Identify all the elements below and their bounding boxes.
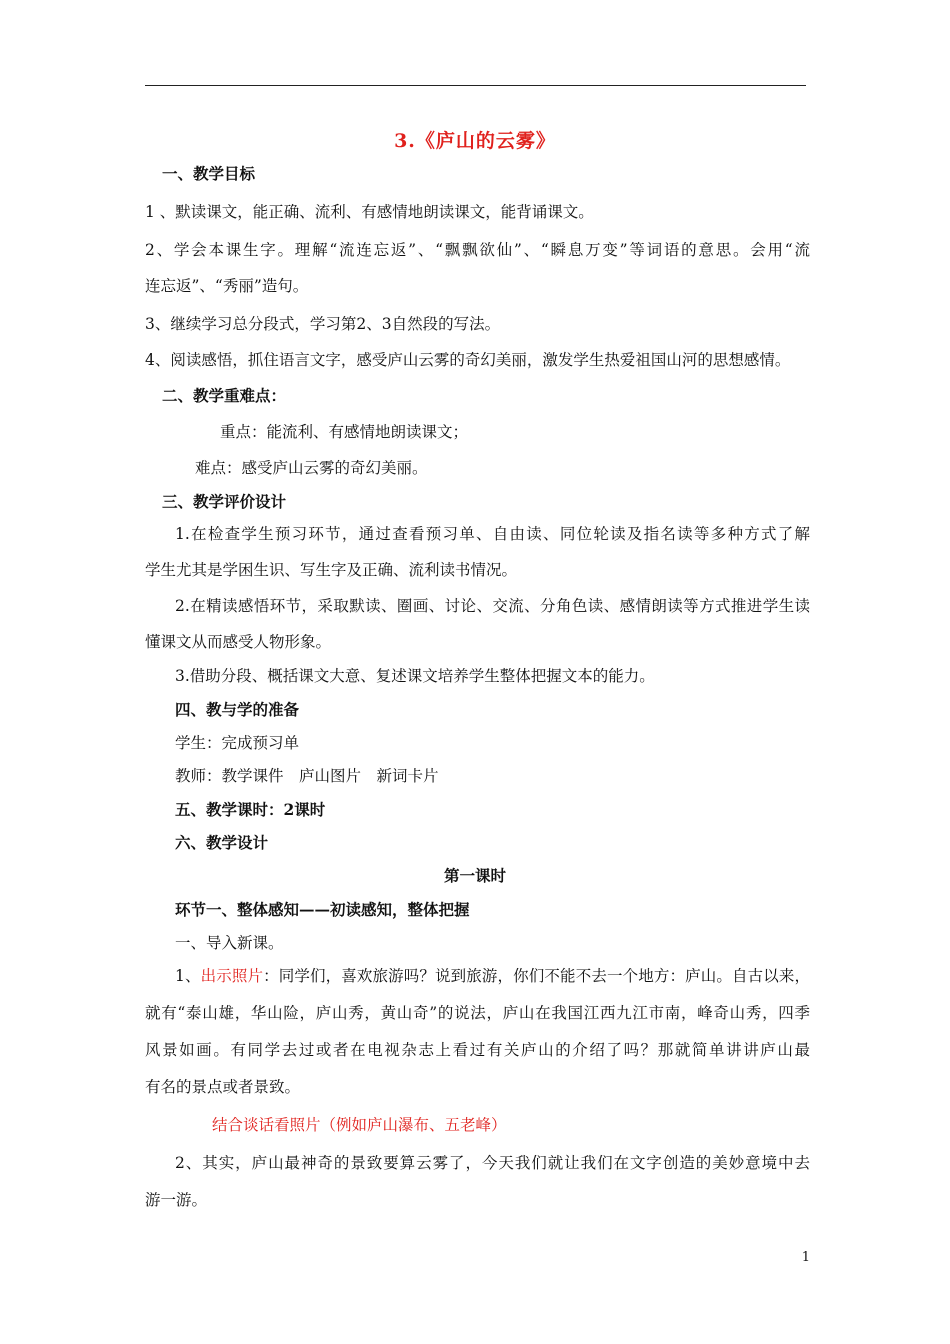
intro-heading: 一、导入新课。 [175,934,284,952]
evaluation-1: 1.在检查学生预习环节，通过查看预习单、自由读、同位轮读及指名读等多种方式了解 [175,525,810,543]
page-number: 1 [801,1250,810,1265]
section-heading-hours: 五、教学课时：2课时 [175,800,326,819]
key-point: 重点：能流利、有感情地朗读课文； [220,423,469,441]
teacher-preparation: 教师：教学课件 庐山图片 新词卡片 [175,767,439,785]
paragraph-1 [175,966,810,986]
paragraph-1-line-4: 有名的景点或者景致。 [145,1078,301,1096]
section-heading-preparation: 四、教与学的准备 [175,700,300,719]
objective-1: 1 、默读课文，能正确、流利、有感情地朗读课文，能背诵课文。 [145,203,594,221]
paragraph-1-line-3: 风景如画。有同学去过或者在电视杂志上看过有关庐山的介绍了吗？那就简单讲讲庐山最 [145,1041,810,1059]
header-rule [145,85,806,86]
section-heading-objectives: 一、教学目标 [162,164,256,183]
evaluation-2-cont: 懂课文从而感受人物形象。 [145,633,332,651]
evaluation-2: 2.在精读感悟环节，采取默读、圈画、讨论、交流、分角色读、感情朗读等方式推进学生读 [175,597,810,615]
objective-2-cont: 连忘返”、“秀丽”造句。 [145,277,309,295]
objective-3: 3、继续学习总分段式，学习第2、3自然段的写法。 [145,315,501,333]
section-heading-evaluation: 三、教学评价设计 [162,492,287,511]
section-heading-key-points: 二、教学重难点： [162,386,287,405]
objective-4: 4、阅读感悟，抓住语言文字，感受庐山云雾的奇幻美丽，激发学生热爱祖国山河的思想感情。 [145,351,791,369]
evaluation-1-cont: 学生尤其是学困生识、写生字及正确、流利读书情况。 [145,561,518,579]
show-photo-label: 出示照片 [200,967,264,985]
objective-2: 2、学会本课生字。理解“流连忘返”、“飘飘欲仙”、“瞬息万变”等词语的意思。会用“流 [145,241,810,259]
evaluation-3: 3.借助分段、概括课文大意、复述课文培养学生整体把握文本的能力。 [175,667,655,685]
lesson-title: 3.《庐山的云雾》 [394,130,556,152]
lesson-period-title: 第一课时 [443,866,506,885]
section-heading-design: 六、教学设计 [175,833,269,852]
student-preparation: 学生：完成预习单 [175,734,300,752]
paragraph-2-cont: 游一游。 [145,1191,208,1209]
difficult-point: 难点：感受庐山云雾的奇幻美丽。 [195,459,428,477]
step-heading: 环节一、整体感知——初读感知，整体把握 [175,900,470,919]
paragraph-1-prefix: 1、 [175,967,201,985]
photo-note: 结合谈话看照片（例如庐山瀑布、五老峰） [212,1116,507,1134]
paragraph-1-line-2: 就有“泰山雄，华山险，庐山秀，黄山奇”的说法，庐山在我国江西九江市南，峰奇山秀，四季 [145,1004,810,1022]
paragraph-1-text: ：同学们，喜欢旅游吗？说到旅游，你们不能不去一个地方：庐山。自古以来， [263,967,810,985]
paragraph-2: 2、其实，庐山最神奇的景致要算云雾了，今天我们就让我们在文字创造的美妙意境中去 [175,1154,810,1172]
